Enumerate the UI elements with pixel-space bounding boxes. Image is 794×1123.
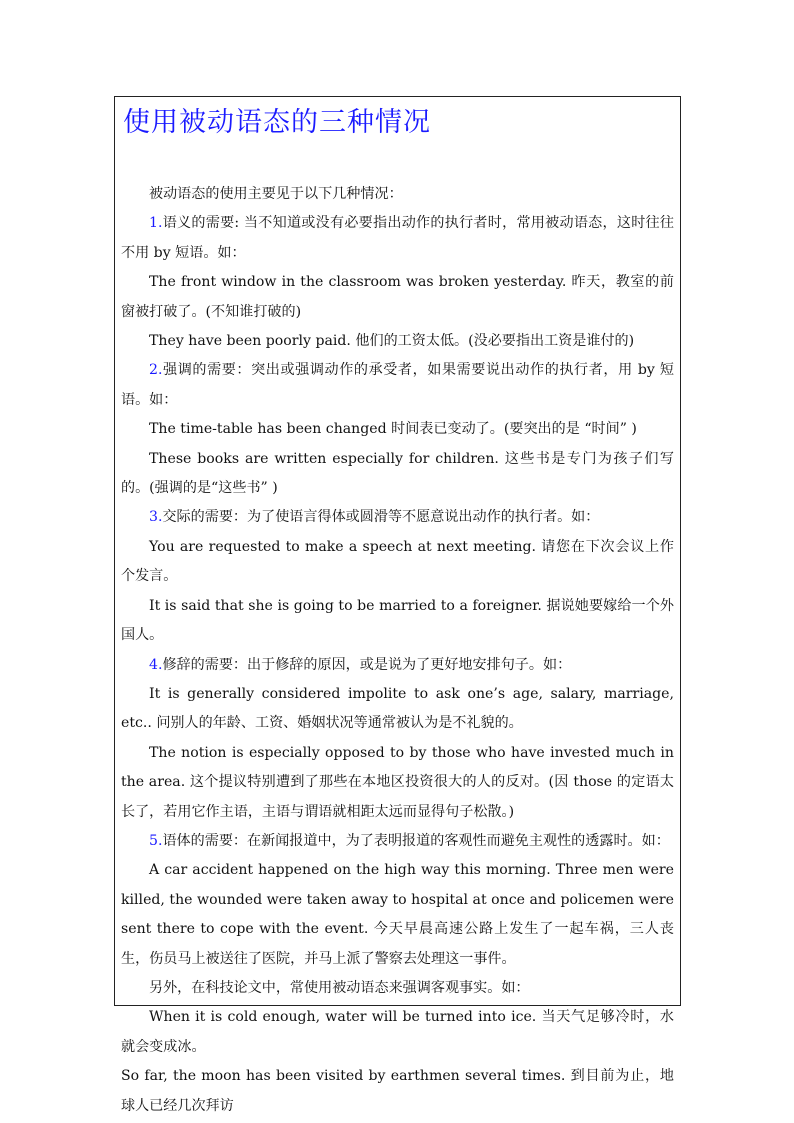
example-1b: They have been poorly paid. 他们的工资太低。(没必要指出工资是谁付的) <box>149 333 635 350</box>
point-1-number: 1. <box>149 215 163 232</box>
point-2-paragraph <box>121 356 674 415</box>
page-title: 使用被动语态的三种情况 <box>123 107 431 138</box>
point-4-paragraph <box>121 651 674 680</box>
example-3a: You are requested to make a speech at next meeting. 请您在下次会议上作个发言。 <box>121 538 674 585</box>
science-paragraph: 另外，在科技论文中，常使用被动语态来强调客观事实。如： <box>149 979 530 996</box>
example-6a: When it is cold enough, water will be turned into ice. 当天气足够冷时，水就会变成冰。 <box>121 1009 674 1055</box>
point-3-number: 3. <box>149 509 163 526</box>
point-1-text: 语义的需要: 当不知道或没有必要指出动作的执行者时，常用被动语态，这时往往不用 by 短语。如： <box>121 215 674 261</box>
document-body <box>121 180 674 1121</box>
point-1-paragraph <box>121 209 674 268</box>
intro-paragraph: 被动语态的使用主要见于以下几种情况： <box>149 186 403 202</box>
point-5-paragraph <box>121 827 674 856</box>
point-3-text: 交际的需要：为了使语言得体或圆滑等不愿意说出动作的执行者。如： <box>162 509 600 526</box>
example-4b: The notion is especially opposed to by those who have invested much in the area. 这个提议特别遭到了那些在本地区投资很大的人的反对。(因 those 的定语太长了，若用它作主语，主语与谓语就相距太远而显得句子松散。) <box>121 744 674 820</box>
point-4-number: 4. <box>149 656 163 673</box>
point-5-number: 5. <box>149 832 163 849</box>
example-2a: The time-table has been changed 时间表已变动了。(要突出的是 “时间” ) <box>149 421 637 438</box>
example-6b: So far, the moon has been visited by earthmen several times. 到目前为止，地球人已经几次拜访 <box>121 1068 674 1114</box>
example-4a: It is generally considered impolite to ask one’s age, salary, marriage, etc.. 问别人的年龄、工资、婚姻状况等通常被认为是不礼貌的。 <box>121 685 674 732</box>
example-1a: The front window in the classroom was broken yesterday. 昨天，教室的前窗被打破了。(不知谁打破的) <box>121 274 674 320</box>
example-3b: It is said that she is going to be married to a foreigner. 据说她要嫁给一个外国人。 <box>121 597 674 644</box>
example-2b: These books are written especially for children. 这些书是专门为孩子们写的。(强调的是“这些书” ) <box>121 450 674 497</box>
point-3-paragraph <box>121 503 674 532</box>
point-2-text: 强调的需要：突出或强调动作的承受者，如果需要说出动作的执行者，用 by 短语。如： <box>121 362 674 408</box>
point-5-text: 语体的需要：在新闻报道中，为了表明报道的客观性而避免主观性的透露时。如： <box>162 832 670 849</box>
point-4-text: 修辞的需要：出于修辞的原因，或是说为了更好地安排句子。如： <box>162 656 572 673</box>
document-frame <box>114 96 681 1114</box>
example-5a: A car accident happened on the high way this morning. Three men were killed, the wounded were taken away to hospital at once and policemen were sent there to cope with the event. 今天早晨高速公路上发生了一起车祸，三人丧生，伤员马上被送往了医院，并马上派了警察去处理这一事件。 <box>121 862 674 967</box>
point-2-number: 2. <box>149 362 163 379</box>
